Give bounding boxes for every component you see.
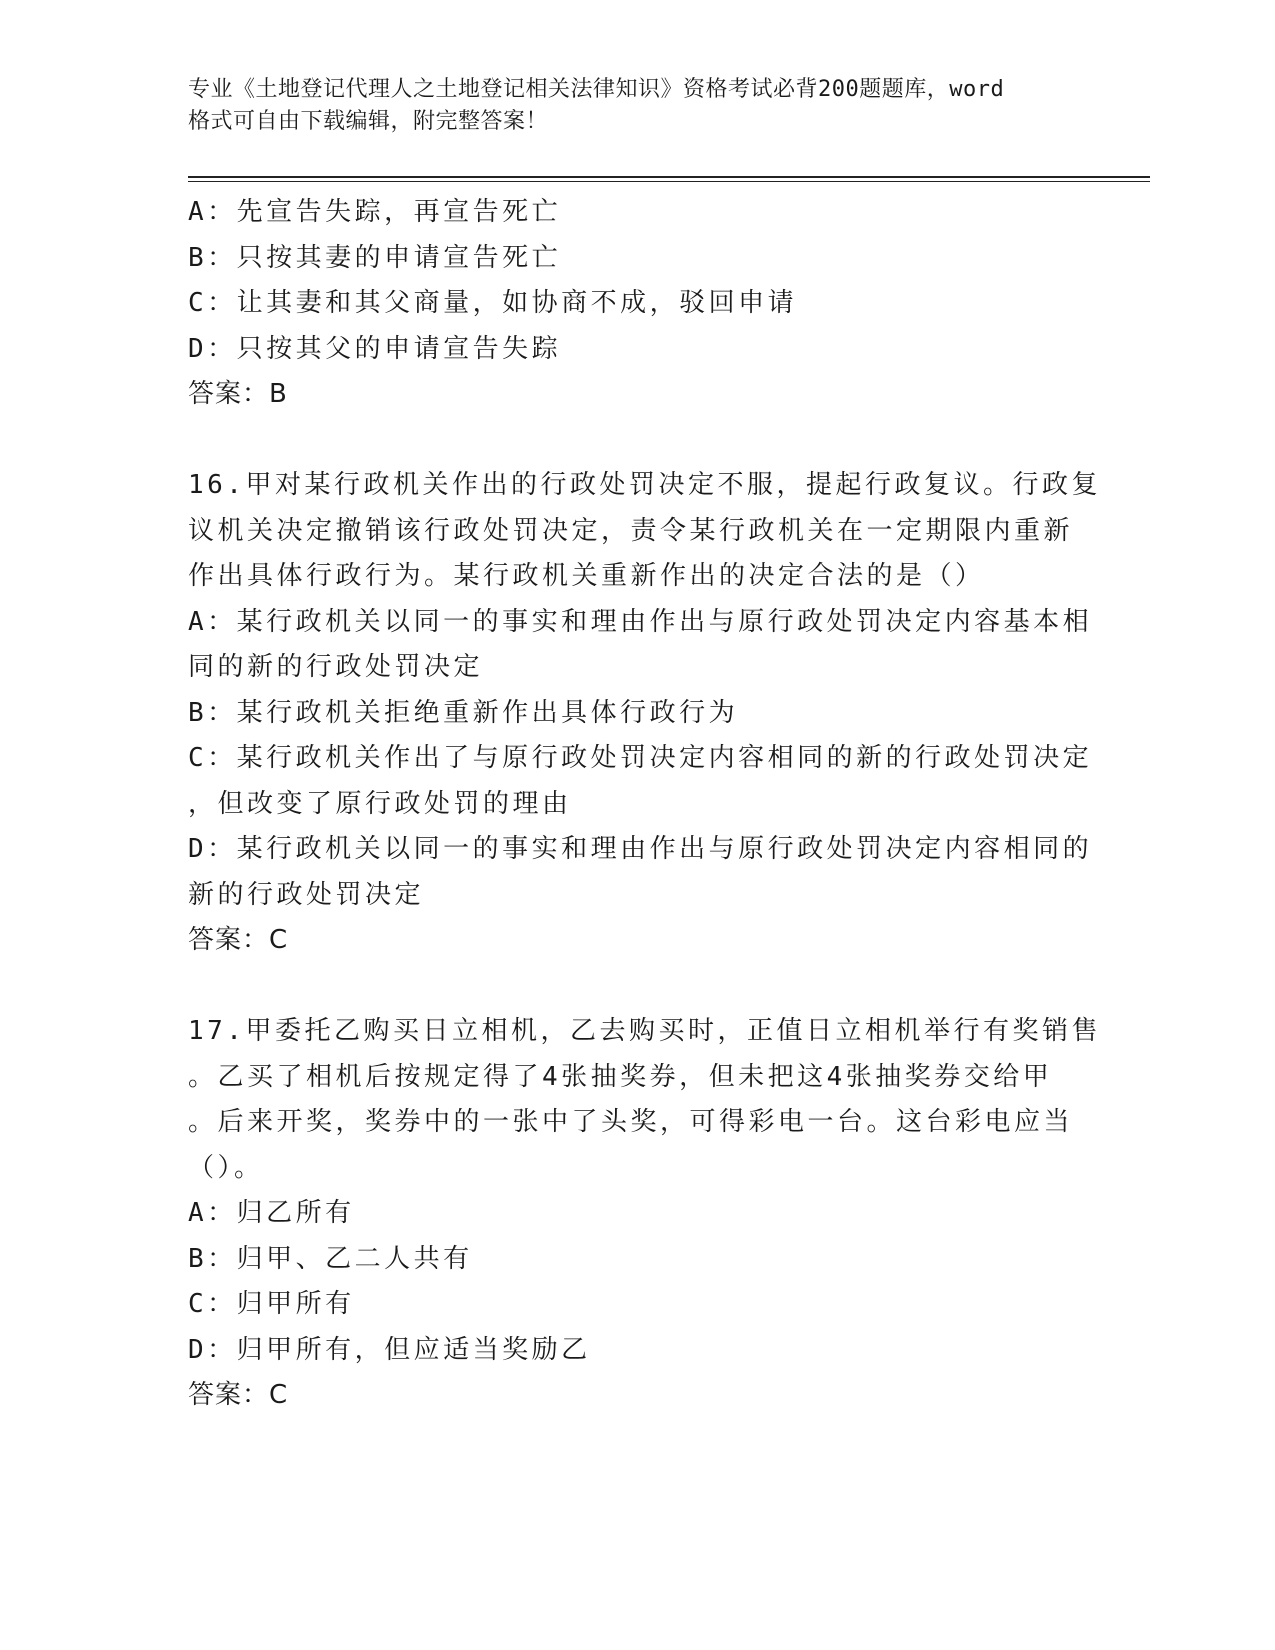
spacer (188, 418, 1088, 464)
q16-option-c-line-2: ，但改变了原行政处罚的理由 (188, 788, 572, 819)
q15-option-b: B：只按其妻的申请宣告死亡 (188, 242, 562, 273)
q17-option-b: B：归甲、乙二人共有 (188, 1243, 473, 1274)
question-16 (188, 463, 1101, 964)
spacer (188, 964, 1088, 1010)
header-divider-thick (188, 176, 1150, 178)
q17-option-a: A：归乙所有 (188, 1198, 355, 1228)
q16-stem-line-2: 议机关决定撤销该行政处罚决定，责令某行政机关在一定期限内重新 (188, 515, 1074, 546)
header-title-line-2: 格式可自由下载编辑，附完整答案！ (188, 109, 549, 134)
q16-option-a-line-1: A：某行政机关以同一的事实和理由作出与原行政处罚决定内容基本相 (188, 606, 1093, 637)
q16-option-d-line-2: 新的行政处罚决定 (188, 879, 425, 910)
q16-option-a-line-2: 同的新的行政处罚决定 (188, 652, 484, 682)
q15-option-d: D：只按其父的申请宣告失踪 (188, 333, 562, 364)
q16-option-b: B：某行政机关拒绝重新作出具体行政行为 (188, 697, 739, 728)
q17-option-d: D：归甲所有，但应适当奖励乙 (188, 1334, 591, 1365)
question-15-options (188, 190, 1088, 418)
q16-option-c-line-1: C：某行政机关作出了与原行政处罚决定内容相同的新的行政处罚决定 (188, 743, 1093, 773)
header-divider-thin (188, 181, 1150, 182)
q16-stem-line-1: 16.甲对某行政机关作出的行政处罚决定不服，提起行政复议。行政复 (188, 470, 1101, 500)
q16-answer: 答案：C (188, 925, 289, 955)
q17-stem-line-1: 17.甲委托乙购买日立相机，乙去购买时，正值日立相机举行有奖销售 (188, 1016, 1101, 1046)
q17-stem-line-2: 。乙买了相机后按规定得了4张抽奖券，但未把这4张抽奖券交给甲 (188, 1061, 1053, 1092)
document-header (188, 74, 1088, 138)
q16-stem-line-3: 作出具体行政行为。某行政机关重新作出的决定合法的是（） (188, 561, 985, 591)
q16-option-d-line-1: D：某行政机关以同一的事实和理由作出与原行政处罚决定内容相同的 (188, 834, 1093, 864)
q17-answer: 答案：C (188, 1380, 289, 1410)
question-17 (188, 1009, 1101, 1419)
q15-option-a: A：先宣告失踪，再宣告死亡 (188, 197, 562, 227)
q15-answer: 答案：B (188, 379, 288, 409)
q17-option-c: C：归甲所有 (188, 1289, 355, 1319)
q17-stem-line-4: （）。 (188, 1152, 264, 1183)
question-content (188, 190, 1101, 1419)
q15-option-c: C：让其妻和其父商量，如协商不成，驳回申请 (188, 288, 798, 318)
header-title-line-1: 专业《土地登记代理人之土地登记相关法律知识》资格考试必背200题题库，word (188, 77, 1005, 102)
q17-stem-line-3: 。后来开奖，奖券中的一张中了头奖，可得彩电一台。这台彩电应当 (188, 1107, 1074, 1137)
